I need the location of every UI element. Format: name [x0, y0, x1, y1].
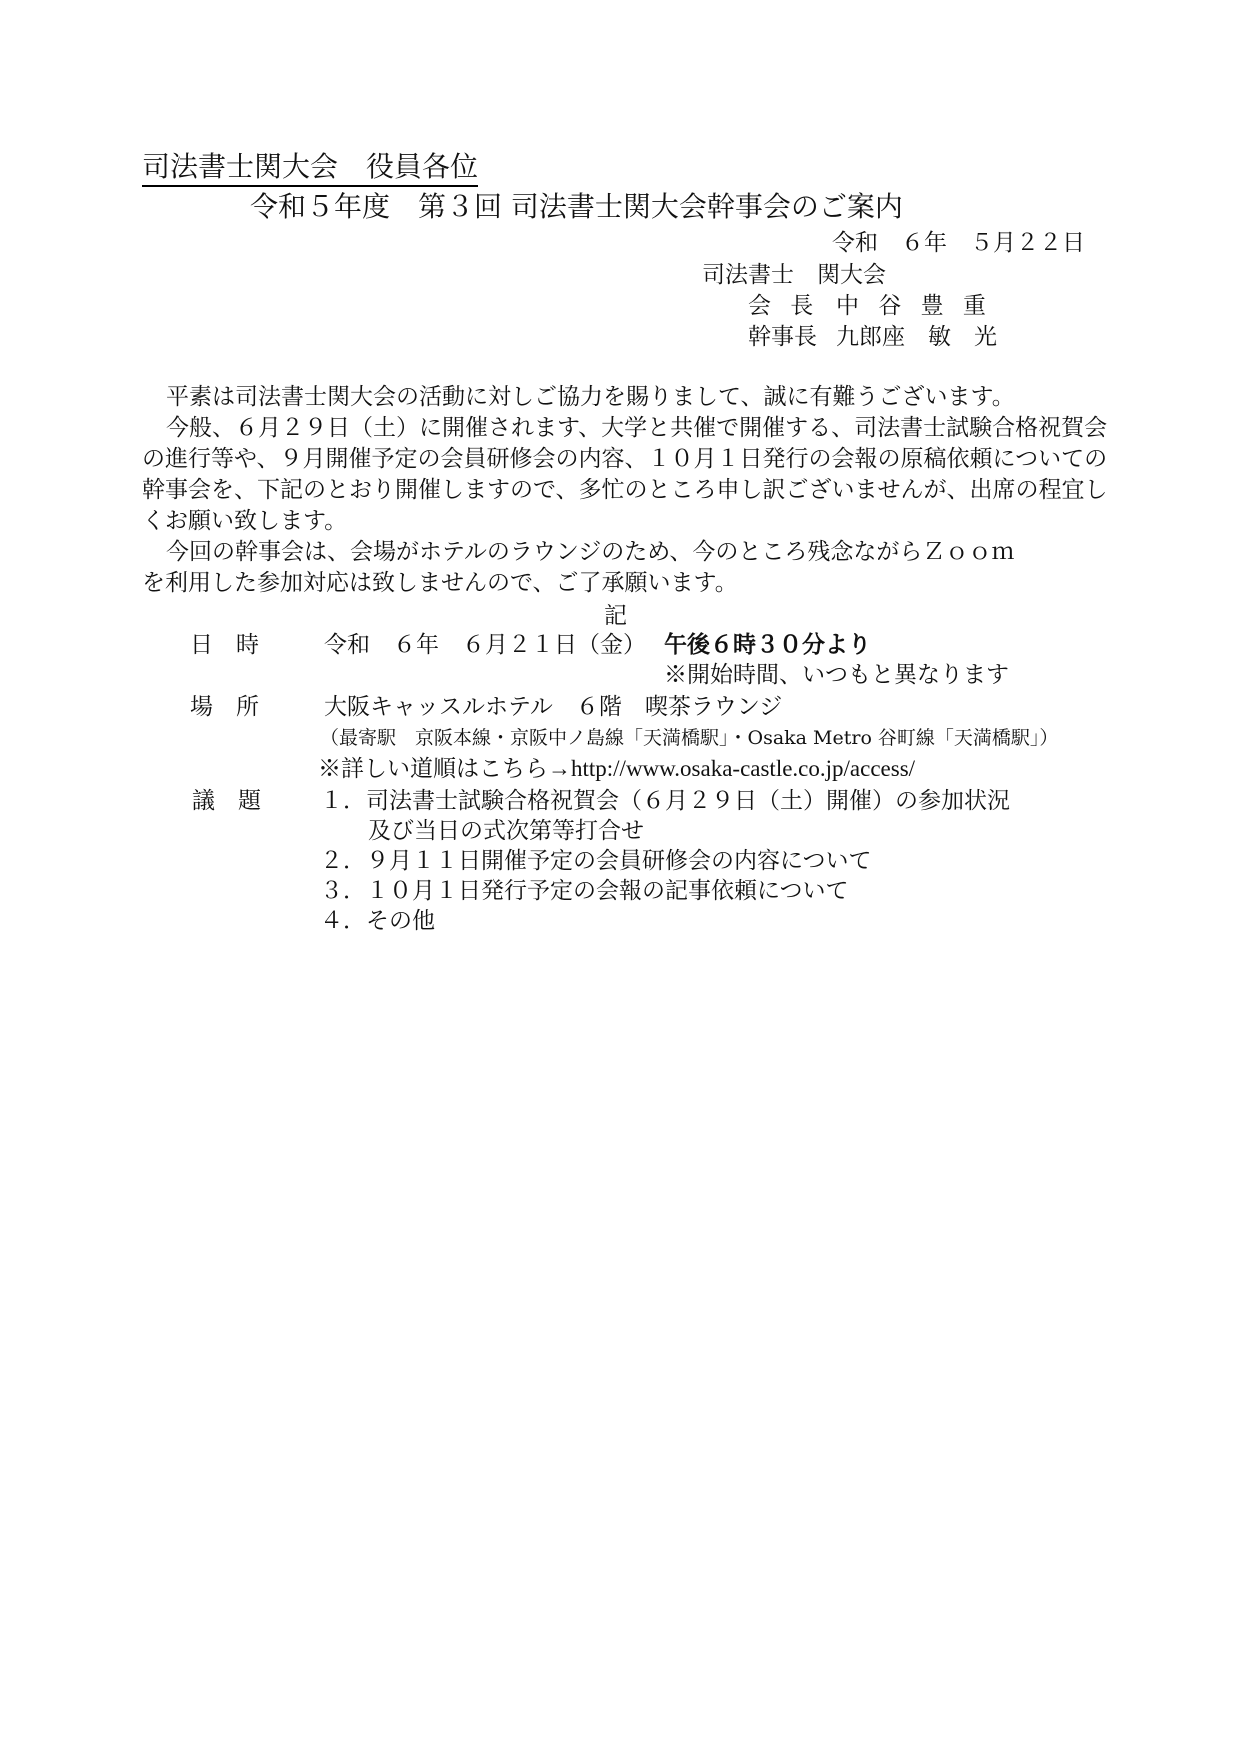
paragraph-zoom-line1: 今回の幹事会は、会場がホテルのラウンジのため、今のところ残念ながらＺｏｏｍ	[166, 539, 1015, 565]
chair-name: 中 谷 豊 重	[836, 293, 992, 319]
agenda-label: 議 題	[192, 788, 261, 814]
issue-date: 令和 ６年 ５月２２日	[832, 230, 1085, 256]
agenda-item: ４．その他	[320, 908, 435, 934]
paragraph-main-line2: の進行等や、９月開催予定の会員研修会の内容、１０月１日発行の会報の原稿依頼についての	[142, 446, 1108, 472]
agenda-item: １．司法書士試験合格祝賀会（６月２９日（土）開催）の参加状況	[320, 788, 1010, 814]
datetime-value: 令和 ６年 ６月２１日（金）	[324, 632, 646, 658]
addressee	[142, 150, 478, 184]
document-title: 令和５年度 第３回 司法書士関大会幹事会のご案内	[250, 190, 903, 223]
addressee-text: 司法書士関大会 役員各位	[142, 150, 478, 187]
paragraph-zoom-line2: を利用した参加対応は致しませんので、ご了承願います。	[142, 570, 738, 596]
place-directions: ※詳しい道順はこちら→http://www.osaka-castle.co.jp/access/	[318, 756, 916, 781]
paragraph-main-line1: 今般、６月２９日（土）に開催されます、大学と共催で開催する、司法書士試験合格祝賀会	[166, 415, 1108, 441]
place-station: （最寄駅 京阪本線・京阪中ノ島線「天満橋駅」・Osaka Metro 谷町線「天満橋駅」）	[320, 727, 1059, 749]
agenda-item-continuation: 及び当日の式次第等打合せ	[368, 818, 644, 844]
secretary-role: 幹事長	[748, 324, 817, 350]
place-value: 大阪キャッスルホテル ６階 喫茶ラウンジ	[324, 694, 783, 720]
datetime-time: 午後６時３０分より	[664, 632, 871, 658]
paragraph-greeting: 平素は司法書士関大会の活動に対しご協力を賜りまして、誠に有難うございます。	[166, 384, 1015, 410]
ki-marker: 記	[604, 603, 627, 629]
agenda-item: ３．１０月１日発行予定の会報の記事依頼について	[320, 878, 849, 904]
paragraph-main-line3: 幹事会を、下記のとおり開催しますので、多忙のところ申し訳ございませんが、出席の程宜し	[142, 477, 1108, 503]
paragraph-main-line4: くお願い致します。	[142, 508, 348, 534]
organization: 司法書士 関大会	[702, 262, 886, 288]
chair-role: 会 長	[748, 293, 820, 319]
place-label: 場 所	[190, 694, 259, 720]
secretary-name: 九郎座 敏 光	[836, 324, 997, 350]
agenda-item: ２．９月１１日開催予定の会員研修会の内容について	[320, 848, 872, 874]
datetime-note: ※開始時間、いつもと異なります	[664, 662, 1009, 688]
datetime-label: 日 時	[190, 632, 259, 658]
